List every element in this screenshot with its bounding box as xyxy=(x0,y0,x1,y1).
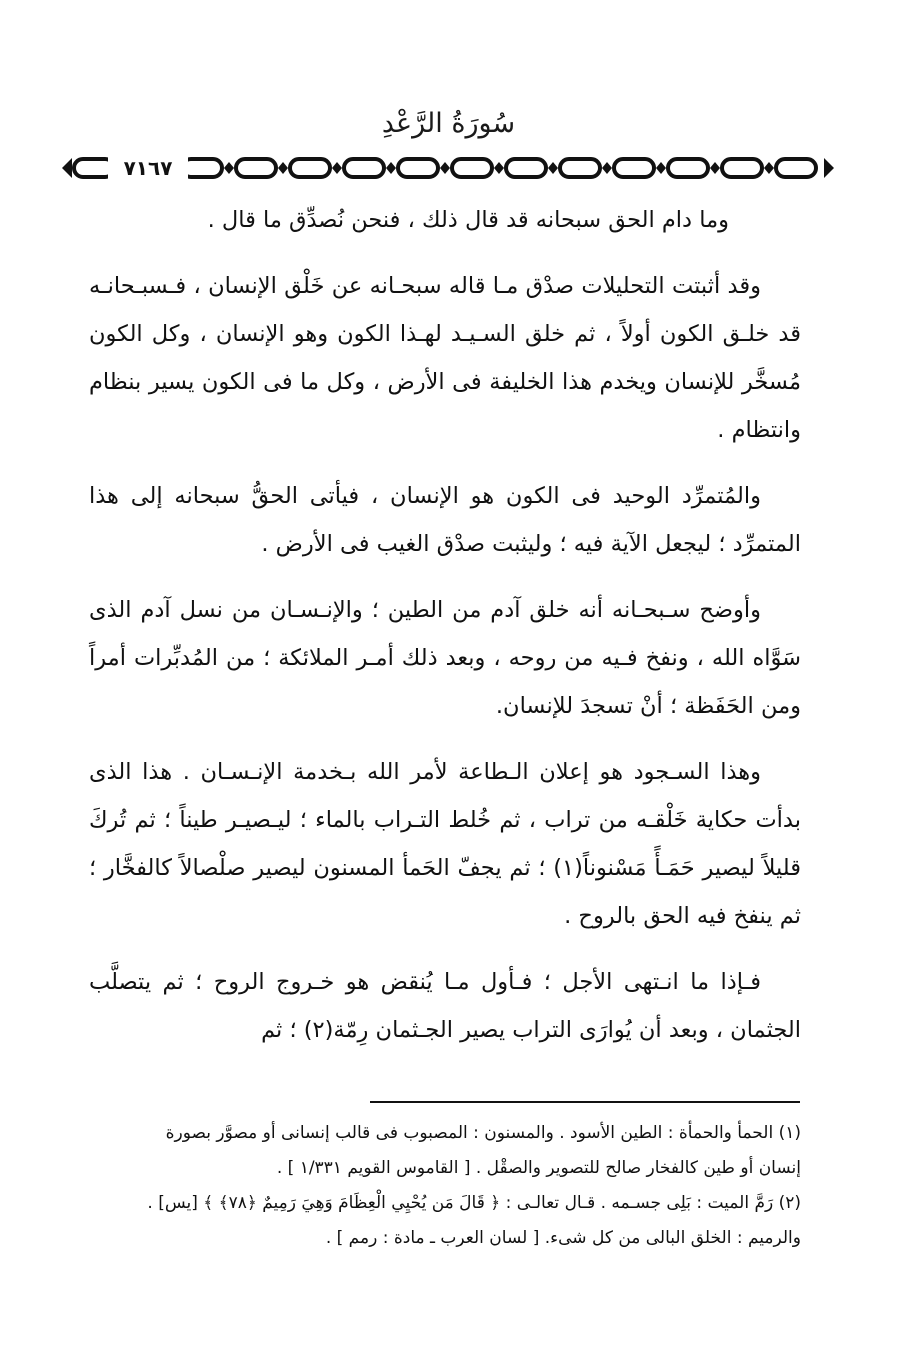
page-number: ٧١٦٧ xyxy=(108,150,188,186)
footnote-divider xyxy=(370,1101,800,1103)
footnote-1-line-2: إنسان أو طين كالفخار صالح للتصوير والصقْل . [ القاموس القويم ١/٣٣١ ] . xyxy=(276,1158,801,1178)
surah-title: سُورَةُ الرَّعْدِ xyxy=(381,108,516,139)
paragraph: فـإذا ما انـتهى الأجل ؛ فـأول مـا يُنقض هو خـروج الروح ؛ ثم يتصلَّب الجثمان ، وبعد أن يُوارَى التراب يصير الجـثمان رِمّة(٢) ؛ ثم xyxy=(89,969,801,1043)
footnote-2-line-1: (٢) رَمَّ الميت : بَلِى جسـمه . قـال تعالـى : ﴿ قَالَ مَن يُحْيِي الْعِظَامَ وَهِيَ رَمِيمٌ ﴿٧٨﴾ ﴾ [يس] . xyxy=(147,1193,801,1213)
paragraph: وأوضح سـبحـانه أنه خلق آدم من الطين ؛ والإنـسـان من نسل آدم الذى سَوَّاه الله ، ونفخ فـيه من روحه ، وبعد ذلك أمـر الملائكة ؛ من المُدبِّرات أمراً ومن الحَفَظة ؛ أنْ تسجدَ للإنسان. xyxy=(89,597,801,719)
body-text xyxy=(89,196,801,1072)
footnotes xyxy=(89,1116,801,1256)
footnote-2-line-2: والرميم : الخلق البالى من كل شىء. [ لسان العرب ـ مادة : رمم ] . xyxy=(325,1228,801,1248)
paragraph: وما دام الحق سبحانه قد قال ذلك ، فنحن نُصدِّق ما قال . xyxy=(207,207,729,233)
paragraph: وقد أثبتت التحليلات صدْق مـا قاله سبحـانه عن خَلْق الإنسان ، فـسبـحانـه قد خلـق الكون أولاً ، ثم خلق السـيـد لهـذا الكون وهو الإنسان ، وكل الكون مُسخَّر للإنسان ويخدم هذا الخليفة فى الأرض ، وكل ما فى الكون يسير بنظام وانتظام . xyxy=(89,273,801,443)
footnote-1-line-1: (١) الحمأ والحمأة : الطين الأسود . والمسنون : المصبوب فى قالب إنسانى أو مصوَّر بصورة xyxy=(165,1123,801,1143)
paragraph: وهذا السـجود هو إعلان الـطاعة لأمر الله بـخدمة الإنـسـان . هذا الذى بدأت حكاية خَلْقـه من تراب ، ثم خُلط التـراب بالماء ؛ ليـصيـر طيناً ؛ ثم تُركَ قليلاً ليصير حَمَـأً مَسْنوناً(١) ؛ ثم يجفّ الحَمأ المسنون ليصير صلْصالاً كالفخَّار ؛ ثم ينفخ فيه الحق بالروح . xyxy=(89,759,801,929)
paragraph: والمُتمرِّد الوحيد فى الكون هو الإنسان ، فيأتى الحقُّ سبحانه إلى هذا المتمرِّد ؛ ليجعل الآية فيه ؛ وليثبت صدْق الغيب فى الأرض . xyxy=(89,483,801,557)
